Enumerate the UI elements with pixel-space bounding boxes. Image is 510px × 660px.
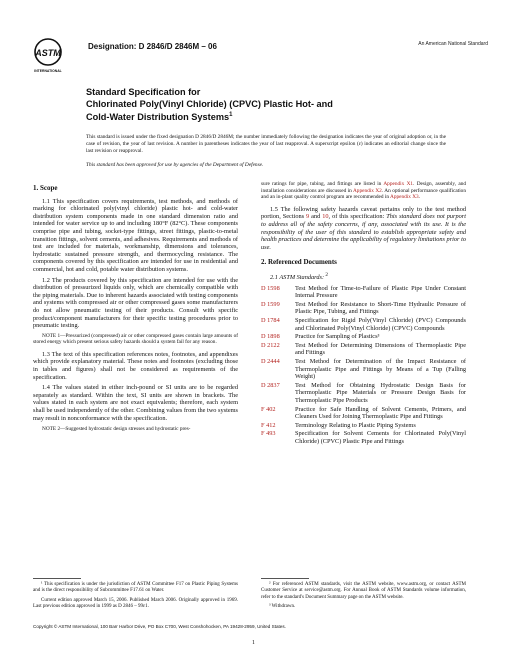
- reference-title: Test Method for Time-to-Failure of Plastic Pipe Under Constant Internal Pressure: [295, 284, 466, 300]
- referenced-documents-heading: 2. Referenced Documents: [261, 258, 337, 267]
- reference-code-link[interactable]: D 2837: [261, 381, 280, 389]
- note-1: NOTE 1—Pressurized (compressed) air or other compressed gases contain large amounts of stored energy which present serious safety hazards should a system fail for any reason.: [33, 332, 238, 346]
- appendix-x3-link[interactable]: Appendix X3: [390, 194, 419, 201]
- appendix-x1-link[interactable]: Appendix X1: [383, 181, 414, 187]
- svg-text:INTERNATIONAL: INTERNATIONAL: [34, 69, 62, 73]
- reference-code-link[interactable]: D 1898: [261, 333, 280, 341]
- reference-item: [261, 382, 466, 405]
- reference-code-link[interactable]: D 2444: [261, 357, 280, 365]
- note-2-continued: sure ratings for pipe, tubing, and fittings are listed in Appendix X1. Design, assembly, and installation considerations are discussed in Appendix X2. An optional performance qualification and an in-plant quality control program are recommended in Appendix X3.: [261, 181, 467, 201]
- reference-list: [261, 285, 466, 446]
- reference-item: [261, 406, 466, 421]
- paragraph-1-5: 1.5 The following safety hazards caveat pertains only to the test method portion, Sections 9 and 10, of this specification: This standard does not purport to address all of the safety concerns, if any, associated with its use. It is the responsibility of the user of this standard to establish appropriate safety and health practices and determine the applicability of regulatory limitations prior to use.: [261, 205, 466, 251]
- title-line-1: Standard Specification for: [86, 87, 201, 97]
- footnote-rule-left: [33, 578, 81, 579]
- svg-text:ASTM: ASTM: [35, 48, 61, 58]
- national-standard-label: An American National Standard: [418, 41, 488, 47]
- scope-heading: 1. Scope: [33, 184, 58, 192]
- reference-title: Test Method for Determination of the Impact Resistance of Thermoplastic Pipe and Fittings by Means of a Tup (Falling Weight): [295, 357, 466, 381]
- paragraph-1-2: 1.2 The products covered by this specification are intended for use with the distribution of pressurized liquids only, which are chemically compatible with the piping materials. Due to inherent hazards associated with testing components and systems with compressed air or other compressed gases some manufacturers do not allow pneumatic testing of their products. Consult with specific product/component manufacturers for their specific testing procedures prior to pneumatic testing.: [33, 276, 238, 330]
- approved-note: This standard has been approved for use by agencies of the Department of Defense.: [86, 162, 264, 168]
- note-2: NOTE 2—Suggested hydrostatic design stresses and hydrostatic pres-: [42, 426, 191, 433]
- copyright-line: Copyright © ASTM International, 100 Barr Harbor Drive, PO Box C700, West Conshohocken, PA 19428-2959, United States.: [33, 624, 286, 629]
- reference-title: Test Method for Determining Dimensions of Thermoplastic Pipe and Fittings: [295, 341, 466, 357]
- reference-code-link[interactable]: F 412: [261, 421, 276, 429]
- reference-title: Terminology Relating to Plastic Piping Systems: [295, 421, 416, 429]
- reference-item: [261, 301, 466, 316]
- appendix-x2-link[interactable]: Appendix X2: [352, 187, 382, 194]
- reference-title: Specification for Rigid Poly(Vinyl Chloride) (PVC) Compounds and Chlorinated Poly(Vinyl Chloride) (CPVC) Compounds: [295, 317, 466, 332]
- section-10-link[interactable]: 10: [322, 213, 329, 221]
- reference-title: Test Method for Resistance to Short-Time Hydraulic Pressure of Plastic Pipe, Tubing, and Fittings: [295, 300, 466, 316]
- reference-code-link[interactable]: F 493: [261, 430, 276, 438]
- reference-code-link[interactable]: D 1598: [261, 284, 280, 292]
- designation: Designation: D 2846/D 2846M – 06: [88, 42, 217, 51]
- reference-title: Practice for Sampling of Plastics³: [295, 333, 380, 341]
- paragraph-1-4: 1.4 The values stated in either inch-pound or SI units are to be regarded separately as standard. Within the text, SI units are shown in brackets. The values stated in each system are not exact equivalents; therefore, each system shall be used independently of the other. Combining values from the two systems may result in nonconformance with the specification.: [33, 384, 238, 422]
- footnotes-left: [33, 582, 238, 613]
- reference-code-link[interactable]: D 2122: [261, 341, 280, 349]
- footnotes-right: [261, 582, 466, 613]
- page-number: 1: [252, 640, 255, 646]
- reference-item: [261, 333, 466, 341]
- footnote-rule-right: [261, 578, 309, 579]
- footnote-3: ³ Withdrawn.: [269, 603, 296, 609]
- title-line-3: Cold-Water Distribution Systems$^1$: [86, 112, 233, 123]
- reference-item: [261, 285, 466, 300]
- issued-note: This standard is issued under the fixed designation D 2846/D 2846M; the number immediately following the designation indicates the year of original adoption or, in the case of revision, the year of last revision. A number in parentheses indicates the year of last reapproval. A superscript epsilon (ε) indicates an editorial change since the last revision or reapproval.: [86, 134, 446, 154]
- reference-item: [261, 317, 466, 332]
- left-column: [33, 185, 238, 438]
- reference-code-link[interactable]: D 1599: [261, 300, 280, 308]
- reference-title: Practice for Safe Handling of Solvent Cements, Primers, and Cleaners Used for Joining Thermoplastic Pipe and Fittings: [295, 405, 466, 421]
- reference-item: [261, 422, 466, 430]
- paragraph-1-1: 1.1 This specification covers requirements, test methods, and methods of marking for chlorinated poly(vinyl chloride) plastic hot- and cold-water distribution system components made in one standard dimension ratio and intended for water service up to and including 180°F (82°C). These components comprise pipe and tubing, socket-type fittings, street fittings, plastic-to-metal transition fittings, solvent cements, and adhesives. Requirements and methods of test are included for materials, workmanship, dimensions and tolerances, hydrostatic sustained pressure strength, and thermocycling resistance. The components covered by this specification are intended for use in residential and commercial, hot and cold, potable water distribution systems.: [33, 197, 238, 273]
- reference-item: [261, 358, 466, 381]
- footnote-1: ¹ This specification is under the jurisdiction of ASTM Committee F17 on Plastic Piping Systems and is the direct responsibility of Subcommittee F17.61 on Water.: [33, 582, 238, 594]
- reference-code-link[interactable]: F 402: [261, 405, 276, 413]
- reference-title: Specification for Solvent Cements for Chlorinated Poly(Vinyl Chloride) (CPVC) Plastic Pipe and Fittings: [295, 430, 466, 445]
- reference-title: Test Method for Obtaining Hydrostatic Design Basis for Thermoplastic Pipe Materials or Pressure Design Basis for Thermoplastic Pipe Products: [295, 381, 466, 404]
- section-9-link[interactable]: 9: [306, 213, 310, 221]
- title-line-2: Chlorinated Poly(Vinyl Chloride) (CPVC) Plastic Hot- and: [86, 98, 333, 109]
- right-column: [261, 181, 466, 447]
- reference-item: [261, 342, 466, 357]
- astm-standards-intro: 2.1 ASTM Standards: $^2$: [270, 271, 328, 282]
- reference-item: [261, 430, 466, 445]
- reference-code-link[interactable]: D 1784: [261, 317, 280, 324]
- paragraph-1-3: 1.3 The text of this specification references notes, footnotes, and appendixes which provide explanatory material. These notes and footnotes (excluding those in tables and figures) shall not be considered as requirements of the specification.: [33, 350, 238, 381]
- astm-logo-icon: [33, 37, 63, 75]
- footnote-1b: Current edition approved March 15, 2006. Published March 2006. Originally approved in 1969. Last previous edition approved in 1999 as D 2846 – 99ε1.: [33, 597, 238, 609]
- document-title: [86, 87, 446, 124]
- footnote-2: ² For referenced ASTM standards, visit the ASTM website, www.astm.org, or contact ASTM Customer Service at service@astm.org. For Annual Book of ASTM Standards volume information, refer to the standard's Document Summary page on the ASTM website.: [261, 582, 466, 600]
